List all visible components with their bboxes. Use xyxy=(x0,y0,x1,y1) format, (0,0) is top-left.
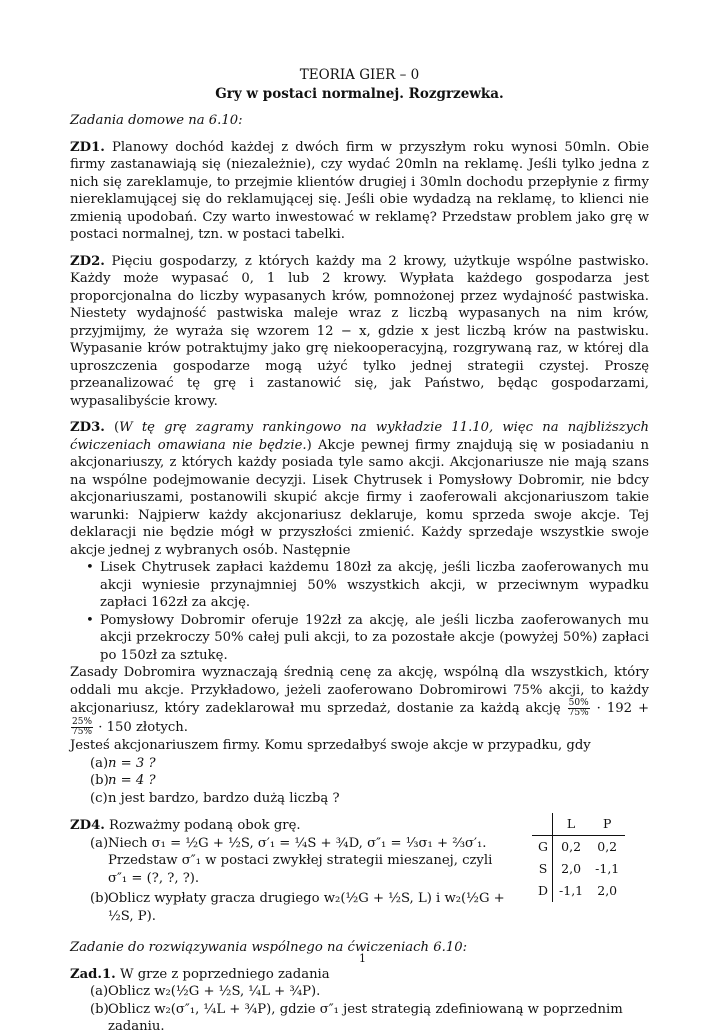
zd1-heading: ZD1. xyxy=(70,139,105,155)
zd4-heading: ZD4. xyxy=(70,818,105,833)
zd3-case-list xyxy=(70,755,649,808)
document-title: TEORIA GIER – 0 xyxy=(299,67,420,83)
homework-note: Zadania domowe na 6.10: xyxy=(70,113,243,128)
zd4-intro: Rozważmy podaną obok grę. xyxy=(109,818,301,833)
list-item: • Lisek Chytrusek zapłaci każdemu 180zł za akcję, jeśli liczba zaoferowanych mu akcji wyniesie przynajmniej 50% wszystkich akcji, w przeciwnym wypadku zapłaci 162zł za akcję. xyxy=(100,559,649,612)
zad1-block xyxy=(70,966,649,1036)
zad1-intro: W grze z poprzedniego zadania xyxy=(119,966,330,982)
table-corner xyxy=(532,813,553,836)
table-header-row xyxy=(532,813,625,836)
table-row xyxy=(532,880,625,902)
table-cell: 0,2 xyxy=(597,839,618,854)
list-item: (a) n = 3 ? xyxy=(90,755,156,771)
zad1-heading: Zad.1. xyxy=(70,966,116,982)
zd2-heading: ZD2. xyxy=(70,253,105,269)
list-item: (c) n jest bardzo, bardzo dużą liczbą ? xyxy=(90,790,340,806)
table-cell: -1,1 xyxy=(595,861,620,876)
zd4-block xyxy=(70,817,649,925)
column-header: L xyxy=(553,813,590,836)
table-cell: 0,2 xyxy=(561,839,582,854)
list-item: • Pomysłowy Dobromir oferuje 192zł za akcję, ale jeśli liczba zaoferowanych mu akcji przekroczy 50% całej puli akcji, to za pozostałe akcje (powyżej 50%) zapłaci po 150zł za sztukę. xyxy=(100,612,649,665)
zd2-text: Pięciu gospodarzy, z których każdy ma 2 krowy, użytkuje wspólne pastwisko. Każdy może wypasać 0, 1 lub 2 krowy. Wypłata każdego gospodarza jest proporcjonalna do liczby wypasanych krów, pomnożonej przez wydajność pastwiska. Niestety wydajność pastwiska maleje wraz z liczbą wypasanych na nim krów, przyjmijmy, że wyraża się wzorem 12 − x, gdzie x jest liczbą krów na pastwisku. Wypasanie krów potraktujmy jako grę niekooperacyjną, rozgrywaną raz, w której dla uproszczenia gospodarze mogą użyć tylko jednej strategii czystej. Proszę przeanalizować tę grę i zastanowić się, jak Państwo, będąc gospodarzami, wypasalibyście krowy. xyxy=(70,253,649,409)
row-header: D xyxy=(532,880,553,902)
zd2-block xyxy=(70,253,649,411)
zd1-block xyxy=(70,139,649,244)
formula-part: · 192 + xyxy=(596,701,650,716)
class-note: Zadanie do rozwiązywania wspólnego na ćwiczeniach 6.10: xyxy=(70,940,468,955)
table-row xyxy=(532,858,625,880)
table-cell: 2,0 xyxy=(597,883,618,898)
zd4-item-list xyxy=(70,835,510,926)
zd3-block: ZD3. (W tę grę zagramy rankingowo na wykładzie 11.10, więc na najbliższych ćwiczeniach omawiana nie będzie.) Akcje pewnej firmy znajdują się w posiadaniu n akcjonariuszy, z których każdy posiada tyle samo akcji. Akcjonariusze nie mają szans na wspólne podejmowanie decyzji. Lisek Chytrusek i Pomysłowy Dobromir, nie bdcy akcjonariuszami, postanowili skupić akcje firmy i zaoferowali akcjonariuszom takie warunki: Najpierw każdy akcjonariusz deklaruje, komu sprzeda swoje akcje. Tej deklaracji nie będzie mógł w przyszłości zmienić. Każdy sprzedaje wszystkie swoje akcje jednej z wybranych osób. Następnie • Lisek Chytrusek zapłaci każdemu 180zł za akcję, jeśli liczba zaoferowanych mu akcji wyniesie przynajmniej 50% wszystkich akcji, w przeciwnym wypadku zapłaci 162zł za akcję. • Pomysłowy Dobromir oferuje 192zł za akcję, ale jeśli liczba zaoferowanych mu akcji przekroczy 50% całej puli akcji, to za pozostałe akcje (powyżej 50%) zapłaci po 150zł za sztukę. Zasady Dobromira wyznaczają średnią cenę za akcję, wspólną dla wszystkich, który oddali mu akcje. Przykładowo, jeżeli zaoferowano Dobromirowi 75% akcji, to każdy akcjonariusz, który zadeklarował mu sprzedaż, dostanie za każdą akcję $\frac{50\%}{75\%}$ · 192 + $\frac{25\%}{75\%}$ · 150 złotych. Jesteś akcjonariuszem firmy. Komu sprzedałbyś swoje akcje w przypadku, gdy (a) n = 3 ? (b) n = 4 ? (c) n jest bardzo, bardzo dużą liczbą ? xyxy=(70,419,649,807)
zd3-question: Jesteś akcjonariuszem firmy. Komu sprzedałbyś swoje akcje w przypadku, gdy xyxy=(70,738,591,753)
column-header: P xyxy=(589,813,625,836)
document-page xyxy=(70,66,649,1036)
row-header: S xyxy=(532,858,553,880)
list-item: (a) Oblicz w₂(½G + ½S, ¼L + ¾P). xyxy=(90,984,321,999)
zd3-bullet-list xyxy=(70,559,649,664)
payoff-table xyxy=(532,813,625,902)
list-item: (b) n = 4 ? xyxy=(90,773,156,788)
page-number: 1 xyxy=(359,952,366,965)
table-cell: -1,1 xyxy=(559,883,584,898)
zd1-text: Planowy dochód każdej z dwóch firm w przyszłym roku wynosi 50mln. Obie firmy zastanawiają się (niezależnie), czy wydać 20mln na reklamę. Jeśli tylko jedna z nich się zareklamuje, to przejmie klientów drugiej i 30mln dochodu przepłynie z firmy niereklamującej się do reklamującej się. Jeśli obie wydadzą na reklamę, to klienci nie zmienią upodobań. Czy warto inwestować w reklamę? Przedstaw problem jako grę w postaci normalnej, tzn. w postaci tabelki. xyxy=(70,139,649,242)
zad1-item-list xyxy=(70,983,649,1036)
table-cell: 2,0 xyxy=(561,861,582,876)
fraction: $\frac{50\%}{75\%}$ xyxy=(568,698,589,718)
list-item: (b) Oblicz w₂(σ″₁, ¼L + ¾P), gdzie σ″₁ jest strategią zdefiniowaną w poprzednim zadaniu. xyxy=(90,1001,623,1034)
zd3-text: Akcje pewnej firmy znajdują się w posiadaniu n akcjonariuszy, z których każdy posiada tyle samo akcji. Akcjonariusze nie mają szans na wspólne podejmowanie decyzji. Lisek Chytrusek i Pomysłowy Dobromir, nie bdcy akcjonariuszami, postanowili skupić akcje firmy i zaoferowali akcjonariuszom takie warunki: Najpierw każdy akcjonariusz deklaruje, komu sprzeda swoje akcje. Tej deklaracji nie będzie mógł w przyszłości zmienić. Każdy sprzedaje wszystkie swoje akcje jednej z wybranych osób. Następnie xyxy=(70,437,650,558)
fraction: $\frac{25\%}{75\%}$ xyxy=(72,717,93,737)
zd3-note: W tę grę zagramy rankingowo na wykładzie 11.10, więc na najbliższych ćwiczeniach omawiana nie będzie. xyxy=(70,420,650,453)
formula-part: · 150 złotych. xyxy=(98,720,188,735)
zd3-heading: ZD3. xyxy=(70,420,105,435)
list-item: (b) Oblicz wypłaty gracza drugiego w₂(½G + ½S, L) i w₂(½G + ½S, P). xyxy=(90,891,505,924)
list-item: (a) Niech σ₁ = ½G + ½S, σ′₁ = ¼S + ¾D, σ″₁ = ⅓σ₁ + ⅔σ′₁. Przedstaw σ″₁ w postaci zwykłej strategii mieszanej, czyli σ″₁ = (?, ?, ?). xyxy=(90,835,493,886)
row-header: G xyxy=(532,836,553,859)
zd3-rules-text: Zasady Dobromira wyznaczają średnią cenę za akcję, wspólną dla wszystkich, który oddali mu akcje. Przykładowo, jeżeli zaoferowano Dobromirowi 75% akcji, to każdy akcjonariusz, który zadeklarował mu sprzedaż, dostanie za każdą akcję xyxy=(70,665,649,716)
table-row xyxy=(532,836,625,859)
document-subtitle: Gry w postaci normalnej. Rozgrzewka. xyxy=(215,86,504,102)
